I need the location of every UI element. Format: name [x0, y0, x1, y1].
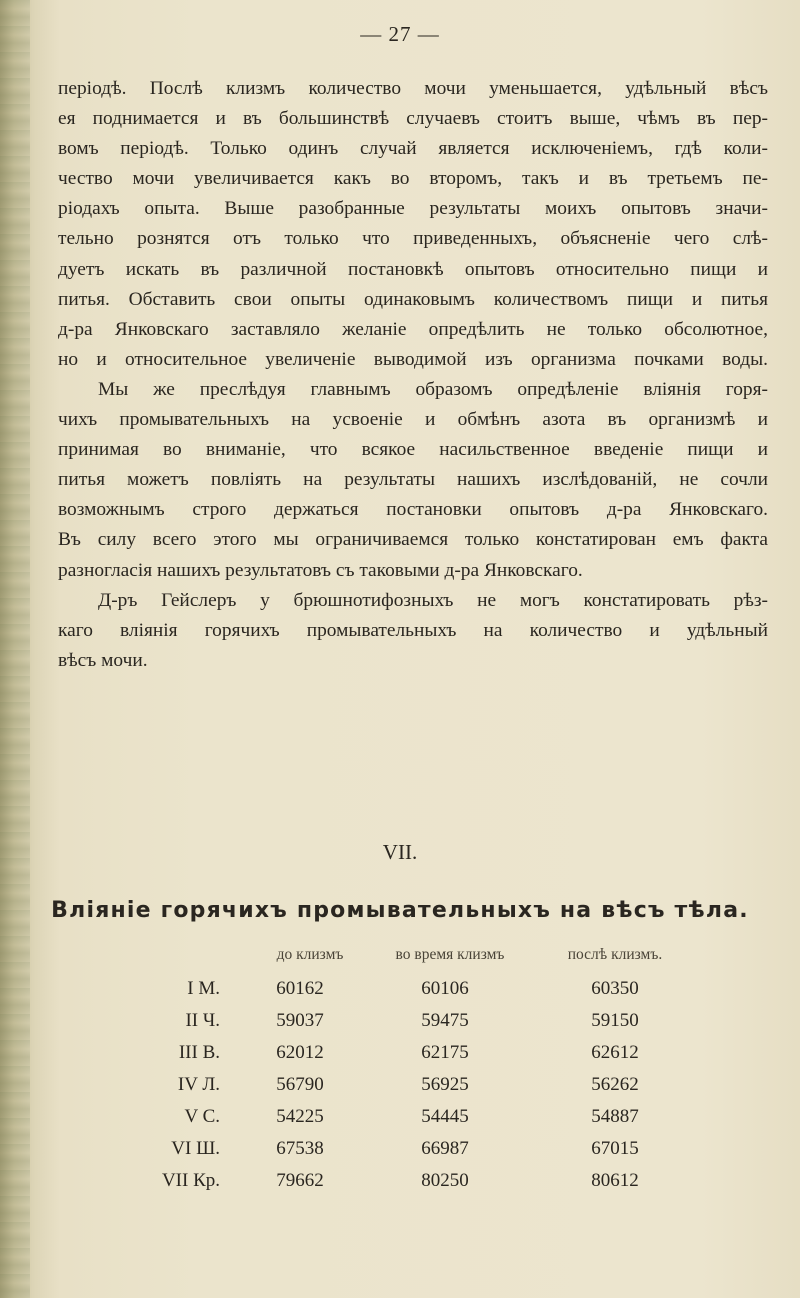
text-line: тельно рознятся отъ только что приведенныхъ, объясненіе чего слѣ-: [58, 228, 768, 250]
text-line: возможнымъ строго держаться постановки опытовъ д-ра Янковскаго.: [58, 499, 768, 521]
weight-during: 62175: [421, 1042, 469, 1063]
weight-after: 67015: [591, 1138, 639, 1159]
text-line: Мы же преслѣдуя главнымъ образомъ опредѣленіе вліянія горя-: [98, 378, 768, 400]
text-line: каго вліянія горячихъ промывательныхъ на количество и удѣльный: [58, 619, 768, 641]
weight-after: 60350: [591, 978, 639, 999]
weight-after: 56262: [591, 1074, 639, 1095]
weight-before: 59037: [276, 1010, 324, 1031]
weight-before: 56790: [276, 1074, 324, 1095]
patient-name: II Ч.: [185, 1010, 220, 1031]
column-header-before: до клизмъ: [276, 946, 344, 963]
weight-during: 54445: [421, 1106, 469, 1127]
patient-name: I М.: [187, 978, 220, 999]
body-text: [58, 74, 768, 676]
text-line: питья. Обставить свои опыты одинаковымъ количествомъ пищи и питья: [58, 288, 768, 310]
paragraph-3: [58, 586, 768, 676]
section-number: VII.: [382, 840, 418, 864]
weight-before: 60162: [276, 978, 324, 999]
weight-during: 80250: [421, 1170, 469, 1191]
patient-name: VI Ш.: [171, 1138, 220, 1159]
patient-name: VII Кр.: [161, 1170, 220, 1191]
text-line: періодѣ. Послѣ клизмъ количество мочи уменьшается, удѣльный вѣсъ: [58, 78, 768, 99]
weight-during: 66987: [421, 1138, 469, 1159]
table-row: [0, 1170, 800, 1200]
patient-name: IV Л.: [177, 1074, 220, 1095]
table-row: [0, 1042, 800, 1072]
text-line: разногласія нашихъ результатовъ съ таковыми д-ра Янковскаго.: [58, 559, 583, 581]
table-row: [0, 1074, 800, 1104]
weight-before: 79662: [276, 1170, 324, 1191]
patient-name: V С.: [184, 1106, 220, 1127]
weight-before: 54225: [276, 1106, 324, 1127]
text-line: питья можетъ повліять на результаты нашихъ изслѣдованій, не сочли: [58, 469, 768, 491]
table-row: [0, 1106, 800, 1136]
weight-after: 54887: [591, 1106, 639, 1127]
text-line: дуетъ искать въ различной постановкѣ опытовъ относительно пищи и: [58, 258, 768, 280]
section-title: Вліяніе горячихъ промывательныхъ на вѣсъ тѣла.: [51, 898, 749, 923]
text-line: вомъ періодѣ. Только одинъ случай является исключеніемъ, гдѣ коли-: [58, 138, 768, 160]
weight-during: 60106: [421, 978, 469, 999]
paragraph-1: [58, 74, 768, 375]
text-line: Въ силу всего этого мы ограничиваемся только констатирован емъ факта: [58, 529, 768, 551]
text-line: ріодахъ опыта. Выше разобранные результаты моихъ опытовъ значи-: [58, 198, 768, 220]
text-line: чество мочи увеличивается какъ во второмъ, такъ и въ третьемъ пе-: [58, 168, 768, 190]
paragraph-2: [58, 375, 768, 586]
text-line: ея поднимается и въ большинствѣ случаевъ стоитъ выше, чѣмъ въ пер-: [58, 108, 768, 130]
table-row: [0, 1010, 800, 1040]
table-row: [0, 1138, 800, 1168]
weight-during: 59475: [421, 1010, 469, 1031]
text-line: вѣсъ мочи.: [58, 649, 148, 671]
text-line: чихъ промывательныхъ на усвоеніе и обмѣнъ азота въ организмѣ и: [58, 409, 768, 431]
weight-after: 59150: [591, 1010, 639, 1031]
page-number: — 27 —: [360, 22, 440, 46]
column-header-during: во время клизмъ: [395, 946, 505, 963]
weight-during: 56925: [421, 1074, 469, 1095]
weight-before: 67538: [276, 1138, 324, 1159]
text-line: Д-ръ Гейслеръ у брюшнотифозныхъ не могъ констатировать рѣз-: [98, 589, 768, 611]
weight-before: 62012: [276, 1042, 324, 1063]
text-line: д-ра Янковскаго заставляло желаніе опредѣлить не только обсолютное,: [58, 318, 768, 340]
weight-after: 80612: [591, 1170, 639, 1191]
weight-after: 62612: [591, 1042, 639, 1063]
text-line: принимая во вниманіе, что всякое насильственное введеніе пищи и: [58, 439, 768, 461]
column-header-after: послѣ клизмъ.: [567, 946, 663, 963]
table-header: [0, 946, 800, 970]
text-line: но и относительное увеличеніе выводимой изъ организма почками воды.: [58, 348, 768, 370]
table-row: [0, 978, 800, 1008]
patient-name: III В.: [178, 1042, 220, 1063]
